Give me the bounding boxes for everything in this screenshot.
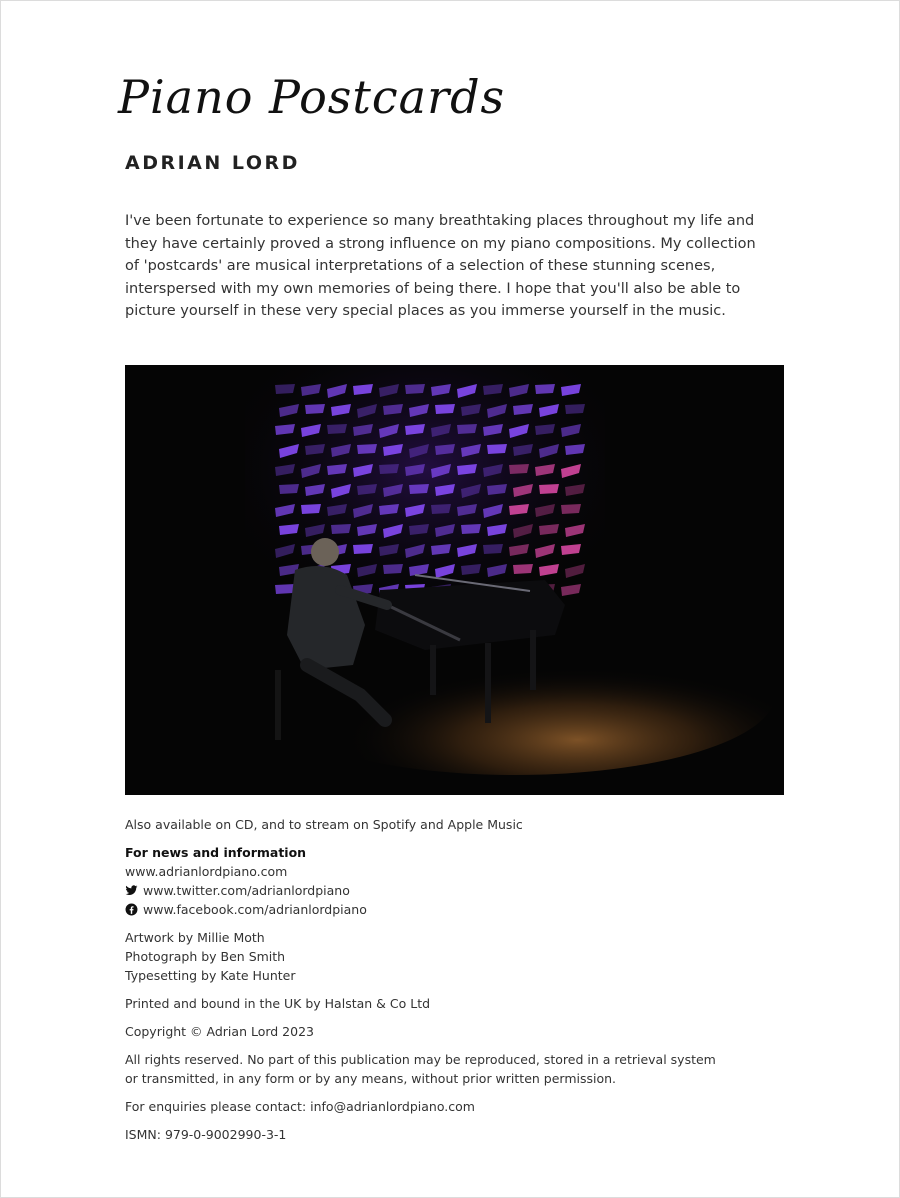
credit-artwork: Artwork by Millie Moth: [125, 930, 265, 945]
photo-illustration: [125, 365, 784, 795]
wall-panel: [357, 444, 377, 454]
wall-panel: [327, 424, 347, 434]
wall-panel: [461, 524, 481, 534]
colophon: [125, 815, 775, 1144]
wall-panel: [383, 564, 403, 574]
wall-panel: [487, 444, 507, 454]
ismn-number: ISMN: 979-0-9002990-3-1: [125, 1127, 287, 1142]
wall-panel: [275, 384, 295, 394]
wall-panel: [279, 484, 299, 494]
wall-panel: [405, 384, 425, 394]
wall-panel: [509, 464, 529, 474]
credit-photograph: Photograph by Ben Smith: [125, 949, 286, 964]
wall-panel: [305, 404, 325, 414]
wall-panel: [435, 404, 455, 414]
website-link[interactable]: www.adrianlordpiano.com: [125, 864, 288, 879]
wall-panel: [353, 544, 373, 554]
enquiries-note: For enquiries please contact: info@adrianlordpiano.com: [125, 1099, 475, 1114]
twitter-link[interactable]: www.twitter.com/adrianlordpiano: [143, 883, 350, 898]
wall-panel: [513, 564, 533, 574]
credit-typesetting: Typesetting by Kate Hunter: [125, 968, 296, 983]
wall-panel: [379, 464, 399, 474]
pianist-photograph: [125, 365, 784, 795]
wall-panel: [301, 504, 321, 514]
news-heading: For news and information: [125, 845, 307, 860]
copyright-note: Copyright © Adrian Lord 2023: [125, 1024, 314, 1039]
facebook-link[interactable]: www.facebook.com/adrianlordpiano: [143, 902, 367, 917]
wall-panel: [483, 544, 503, 554]
book-title: Piano Postcards: [118, 70, 506, 124]
twitter-icon: [125, 884, 138, 897]
printer-note: Printed and bound in the UK by Halstan & Co Ltd: [125, 996, 431, 1011]
rights-line-2: or transmitted, in any form or by any means, without prior written permission.: [125, 1071, 617, 1086]
wall-panel: [457, 424, 477, 434]
wall-panel: [535, 384, 555, 394]
rights-line-1: All rights reserved. No part of this publication may be reproduced, stored in a retrieval system: [125, 1052, 716, 1067]
wall-panel: [431, 504, 451, 514]
wall-panel: [539, 484, 559, 494]
wall-panel: [561, 504, 581, 514]
wall-panel: [409, 484, 429, 494]
wall-panel: [565, 404, 585, 414]
wall-panel: [331, 524, 351, 534]
wall-panel: [275, 584, 295, 594]
availability-note: Also available on CD, and to stream on Spotify and Apple Music: [125, 817, 523, 832]
author-name: ADRIAN LORD: [125, 152, 300, 174]
facebook-icon: [125, 903, 138, 916]
intro-paragraph: I've been fortunate to experience so many breathtaking places throughout my life and they have certainly proved a strong influence on my piano compositions. My collection of 'postcards' are musical interpretations of a selection of these stunning scenes, interspersed with my own memories of being there. I hope that you'll also be able to picture yourself in these very special places as you immerse yourself in the music.: [125, 213, 756, 319]
